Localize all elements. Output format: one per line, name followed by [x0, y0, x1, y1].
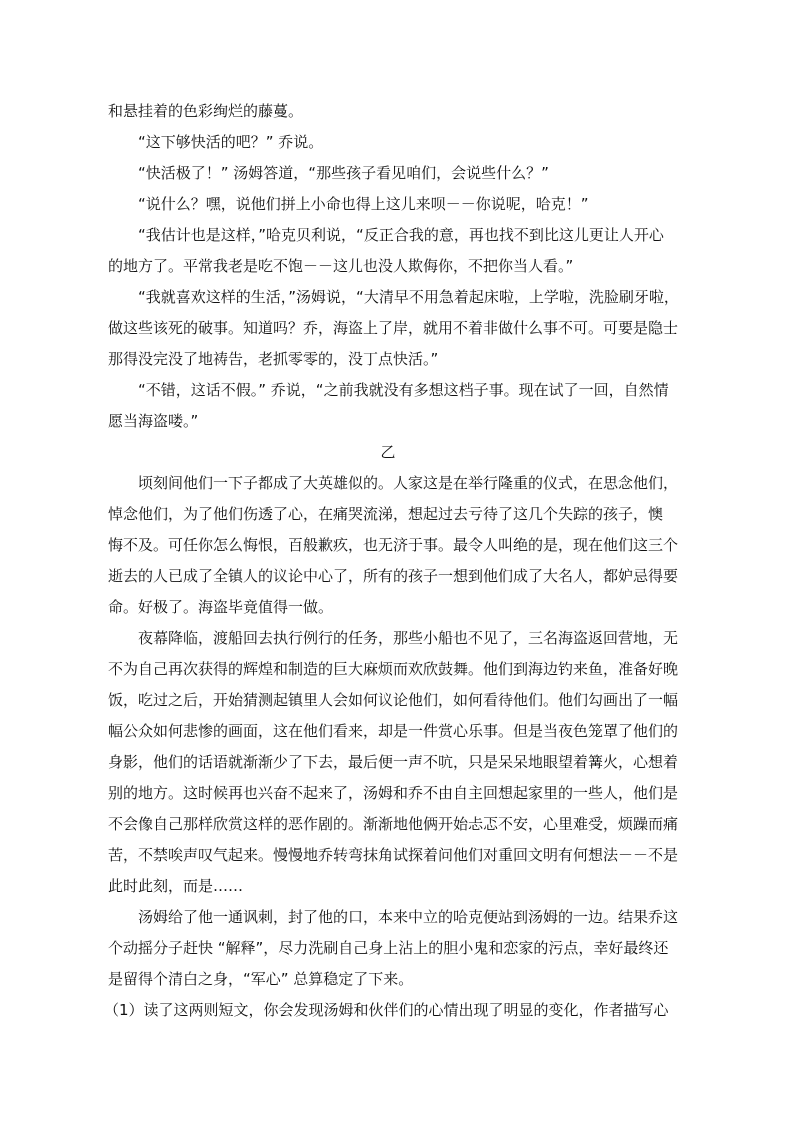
paragraph-line: 顷刻间他们一下子都成了大英雄似的。人家这是在举行隆重的仪式，在思念他们， [138, 474, 679, 492]
paragraph-line: 不会像自己那样欣赏这样的恶作剧的。渐渐地他俩开始忐忑不安，心里难受，烦躁而痛 [108, 815, 679, 833]
paragraph-line: 逝去的人已成了全镇人的议论中心了，所有的孩子一想到他们成了大名人，都妒忌得要 [108, 567, 679, 585]
paragraph-line: 个动摇分子赶快 “解释”，尽力洗刷自己身上沾上的胆小鬼和恋家的污点，幸好最终还 [108, 939, 669, 957]
paragraph-line: 别的地方。这时候再也兴奋不起来了，汤姆和乔不由自主回想起家里的一些人，他们是 [108, 784, 679, 802]
paragraph-line: 命。好极了。海盗毕竟值得一做。 [108, 598, 334, 616]
text-line: 做这些该死的破事。知道吗？乔，海盗上了岸，就用不着非做什么事不可。可要是隐士 [108, 319, 679, 337]
paragraph-line: 悔不及。可任你怎么悔恨，百般歉疚，也无济于事。最令人叫绝的是，现在他们这三个 [108, 536, 679, 554]
document-body [104, 100, 679, 1030]
paragraph-line: 夜幕降临，渡船回去执行例行的任务，那些小船也不见了，三名海盗返回营地，无 [138, 629, 679, 647]
dialogue-line: “不错，这话不假。” 乔说，“之前我就没有多想这档子事。现在试了一回，自然情 [138, 381, 669, 399]
question-text: （1）读了这两则短文，你会发现汤姆和伙伴们的心情出现了明显的变化，作者描写心 [104, 1001, 669, 1019]
dialogue-line: “说什么？嘿，说他们拼上小命也得上这儿来呗－－你说呢，哈克！” [138, 195, 589, 213]
text-line: 那得没完没了地祷告，老抓零零的，没丁点快活。” [108, 350, 439, 368]
text-line: 愿当海盗喽。” [108, 412, 199, 430]
paragraph-line: 苦，不禁唉声叹气起来。慢慢地乔转弯抹角试探着问他们对重回文明有何想法－－不是 [108, 846, 679, 864]
dialogue-line: “快活极了！” 汤姆答道，“那些孩子看见咱们，会说些什么？” [138, 164, 549, 182]
text-line: 和悬挂着的色彩绚烂的藤蔓。 [108, 102, 304, 120]
dialogue-line: “这下够快活的吧？” 乔说。 [138, 133, 324, 151]
paragraph-line: 悼念他们，为了他们伤透了心，在痛哭流涕，想起过去亏待了这几个失踪的孩子，懊 [108, 505, 664, 523]
text-line: 的地方了。平常我老是吃不饱－－这儿也没人欺侮你，不把你当人看。” [108, 257, 574, 275]
dialogue-line: “我就喜欢这样的生活，”汤姆说，“大清早不用急着起床啦，上学啦，洗脸刷牙啦， [138, 288, 679, 306]
paragraph-line: 不为自己再次获得的辉煌和制造的巨大麻烦而欢欣鼓舞。他们到海边钓来鱼，准备好晚 [108, 660, 679, 678]
paragraph-line: 身影，他们的话语就渐渐少了下去，最后便一声不吭，只是呆呆地眼望着篝火，心想着 [108, 753, 679, 771]
section-title: 乙 [380, 443, 396, 461]
paragraph-line: 饭，吃过之后，开始猜测起镇里人会如何议论他们，如何看待他们。他们勾画出了一幅 [108, 691, 679, 709]
paragraph-line: 是留得个清白之身，“军心” 总算稳定了下来。 [108, 970, 414, 988]
paragraph-line: 此时此刻，而是…… [108, 877, 244, 895]
paragraph-line: 汤姆给了他一通讽刺，封了他的口，本来中立的哈克便站到汤姆的一边。结果乔这 [138, 908, 679, 926]
dialogue-line: “我估计也是这样，”哈克贝利说，“反正合我的意，再也找不到比这儿更让人开心 [138, 226, 664, 244]
paragraph-line: 幅公众如何悲惨的画面，这在他们看来，却是一件赏心乐事。但是当夜色笼罩了他们的 [108, 722, 679, 740]
